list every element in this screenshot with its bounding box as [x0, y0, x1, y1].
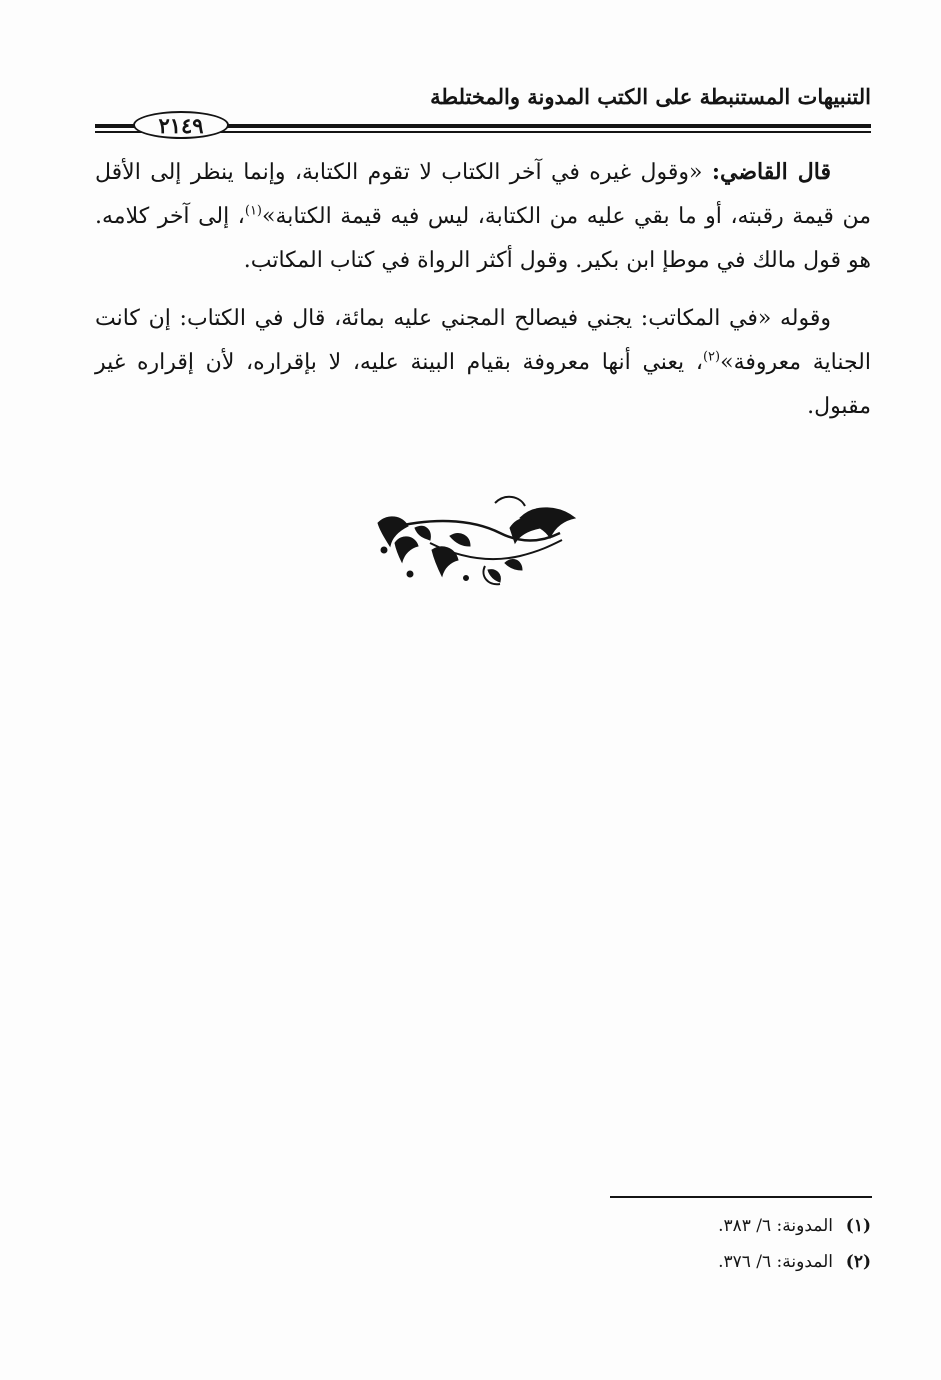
- header-title: التنبيهات المستنبطة على الكتب المدونة والمختلطة: [430, 84, 871, 109]
- footnote-number: (٢): [845, 1252, 871, 1272]
- paragraph-text: «وقول غيره في آخر الكتاب لا تقوم الكتابة، وإنما ينظر إلى الأقل من قيمة رقبته، أو ما بقي عليه من الكتابة، ليس فيه قيمة الكتابة»: [95, 160, 872, 229]
- footnote-text: المدونة: ٦/ ٣٨٣.: [718, 1216, 833, 1236]
- paragraph-text: وقوله «في المكاتب: يجني فيصالح المجني عليه بمائة، قال في الكتاب: إن كانت الجناية معروفة»: [95, 306, 871, 375]
- footnote-1: [560, 1208, 871, 1244]
- running-header: [95, 78, 871, 138]
- paragraph-text: ، يعني أنها معروفة بقيام البينة عليه، لا بإقراره، لأن إقراره غير مقبول.: [95, 350, 871, 419]
- footnote-reference[interactable]: (٢): [702, 349, 721, 365]
- body-text: [95, 150, 871, 443]
- footnote-rule: [610, 1196, 872, 1198]
- floral-ornament-icon: [370, 488, 585, 593]
- paragraph-text: ، إلى آخر كلامه. هو قول مالك في موطإ ابن بكير. وقول أكثر الرواة في كتاب المكاتب.: [95, 204, 871, 273]
- footnote-2: [560, 1244, 871, 1280]
- footnote-number: (١): [845, 1216, 871, 1236]
- paragraph-2: [95, 297, 871, 429]
- footnote-text: المدونة: ٦/ ٣٧٦.: [718, 1252, 833, 1272]
- footnote-reference[interactable]: (١): [244, 203, 262, 219]
- paragraph-1: [95, 150, 871, 283]
- page-number-badge: ٢١٤٩: [133, 111, 229, 139]
- footnotes: [560, 1208, 871, 1280]
- paragraph-lead: قال القاضي:: [711, 159, 832, 185]
